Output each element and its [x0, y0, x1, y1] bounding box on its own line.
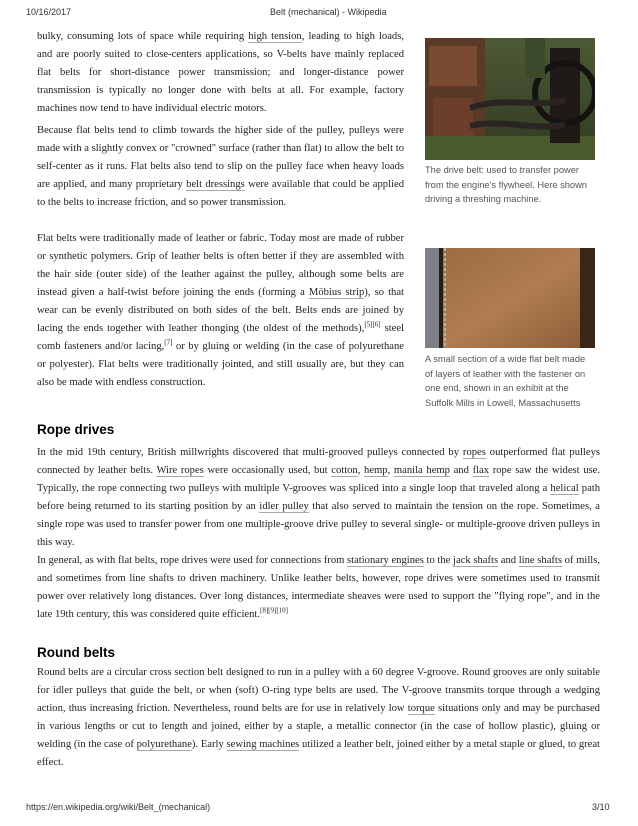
rope-drives-heading: Rope drives: [37, 422, 115, 437]
link-cotton[interactable]: cotton: [331, 465, 358, 476]
citation-7[interactable]: [7]: [164, 338, 173, 347]
flat-belts-paragraph-3: Flat belts were traditionally made of leather or fabric. Today most are made of rubber or synthetic polymers. Grip of leather belts is often better if they are assembled with the hair side (outer side) of the leather against the pulley, although some belts are instead given a half-twist before joining the ends (forming a Möbius strip), so that wear can be evenly distributed on both sides of the belt. Belts ends are joined by lacing the ends together with leather thonging (the oldest of the methods),[5][6] steel comb fasteners and/or lacing,[7] or by gluing or welding (in the case of polyurethane or polyester). Flat belts were traditionally jointed, and still usually are, but they can also be made with endless construction.: [37, 233, 405, 388]
print-title: Belt (mechanical) - Wikipedia: [270, 7, 387, 17]
citation-5-6[interactable]: [5][6]: [364, 320, 381, 329]
link-jack-shafts[interactable]: jack shafts: [453, 555, 499, 566]
leather-belt-image: [425, 248, 595, 348]
drive-belt-image: [425, 38, 595, 160]
rope-drives-paragraph-1: In the mid 19th century, British millwrights discovered that multi-grooved pulleys connected by ropes outperformed flat pulleys connected by leather belts. Wire ropes were occasionally used, but cotton, hemp, manila hemp and flax rope saw the widest use. Typically, the rope connecting two pulleys with multiple V-grooves was spliced into a single loop that traveled along a helical path before being returned to its starting position by an idler pulley that also served to maintain the tension on the rope. Sometimes, a single rope was used to transfer power from one multiple-groove drive pulley to several single- or multiple-groove driven pulleys in this way.: [37, 447, 601, 548]
page-number: 3/10: [592, 802, 610, 812]
link-mobius-strip[interactable]: Möbius strip: [308, 287, 365, 298]
drive-belt-caption: The drive belt: used to transfer power from the engine's flywheel. Here shown driving a threshing machine.: [425, 165, 587, 204]
link-belt-dressings[interactable]: belt dressings: [186, 179, 245, 190]
link-helical[interactable]: helical: [550, 483, 579, 494]
flat-belts-paragraph-2: Because flat belts tend to climb towards the higher side of the pulley, pulleys were made with a slightly convex or "crowned" surface (rather than flat) to allow the belt to self-center as it runs. Flat belts also tend to slip on the pulley face when heavy loads are applied, and many proprietary belt dressings were available that could be applied to the belts to increase friction, and so power transmission.: [37, 125, 404, 208]
link-idler-pulley[interactable]: idler pulley: [259, 501, 309, 512]
page-url: https://en.wikipedia.org/wiki/Belt_(mechanical): [26, 802, 211, 812]
link-flax[interactable]: flax: [472, 465, 490, 476]
flat-belts-paragraph-1: bulky, consuming lots of space while requiring high tension, leading to high loads, and are poorly suited to close-centers applications, so V-belts have mainly replaced flat belts for short-distance power transmission; and longer-distance power transmission is typically no longer done with belts at all. For example, factory machines now tend to have individual electric motors.: [37, 31, 404, 114]
link-line-shafts[interactable]: line shafts: [518, 555, 562, 566]
link-high-tension[interactable]: high tension: [248, 31, 302, 42]
link-ropes[interactable]: ropes: [462, 447, 486, 458]
drive-belt-photo[interactable]: [425, 38, 595, 160]
link-stationary-engines[interactable]: stationary engines: [347, 555, 424, 566]
rope-drives-paragraph-2: In general, as with flat belts, rope drives were used for connections from stationary engines to the jack shafts and line shafts of mills, and sometimes from line shafts to driven machinery. Unlike leather belts, however, rope drives were sometimes used to transmit power over relatively long distances. Over long distances, intermediate sheaves were used to support the "flying rope", and in the late 19th century, this was considered quite efficient.[8][9][10]: [37, 555, 601, 620]
round-belts-heading: Round belts: [37, 645, 115, 660]
citation-8-9-10[interactable]: [8][9][10]: [260, 606, 288, 615]
link-hemp[interactable]: hemp: [364, 465, 388, 476]
link-polyurethane[interactable]: polyurethane: [136, 739, 192, 750]
leather-belt-caption: A small section of a wide flat belt made of layers of leather with the fastener on one end, shown in an exhibit at the Suffolk Mills in Lowell, Massachusetts: [425, 354, 586, 408]
link-sewing-machines[interactable]: sewing machines: [226, 739, 300, 750]
round-belts-paragraph-1: Round belts are a circular cross section belt designed to run in a pulley with a 60 degree V-groove. Round grooves are only suitable for idler pulleys that guide the belt, or when (soft) O-ring type belts are used. The V-groove transmits torque through a wedging action, thus increasing friction. Nevertheless, round belts are for use in relatively low torque situations only and may be purchased in various lengths or cut to length and joined, either by a staple, a metallic connector (in the case of hollow plastic), gluing or welding (in the case of polyurethane). Early sewing machines utilized a leather belt, joined either by a metal staple or glued, to great effect.: [37, 667, 600, 768]
print-date: 10/16/2017: [26, 7, 72, 17]
link-torque[interactable]: torque: [407, 703, 435, 714]
link-wire-ropes[interactable]: Wire ropes: [156, 465, 204, 476]
leather-belt-photo[interactable]: [425, 248, 595, 348]
link-manila-hemp[interactable]: manila hemp: [393, 465, 450, 476]
